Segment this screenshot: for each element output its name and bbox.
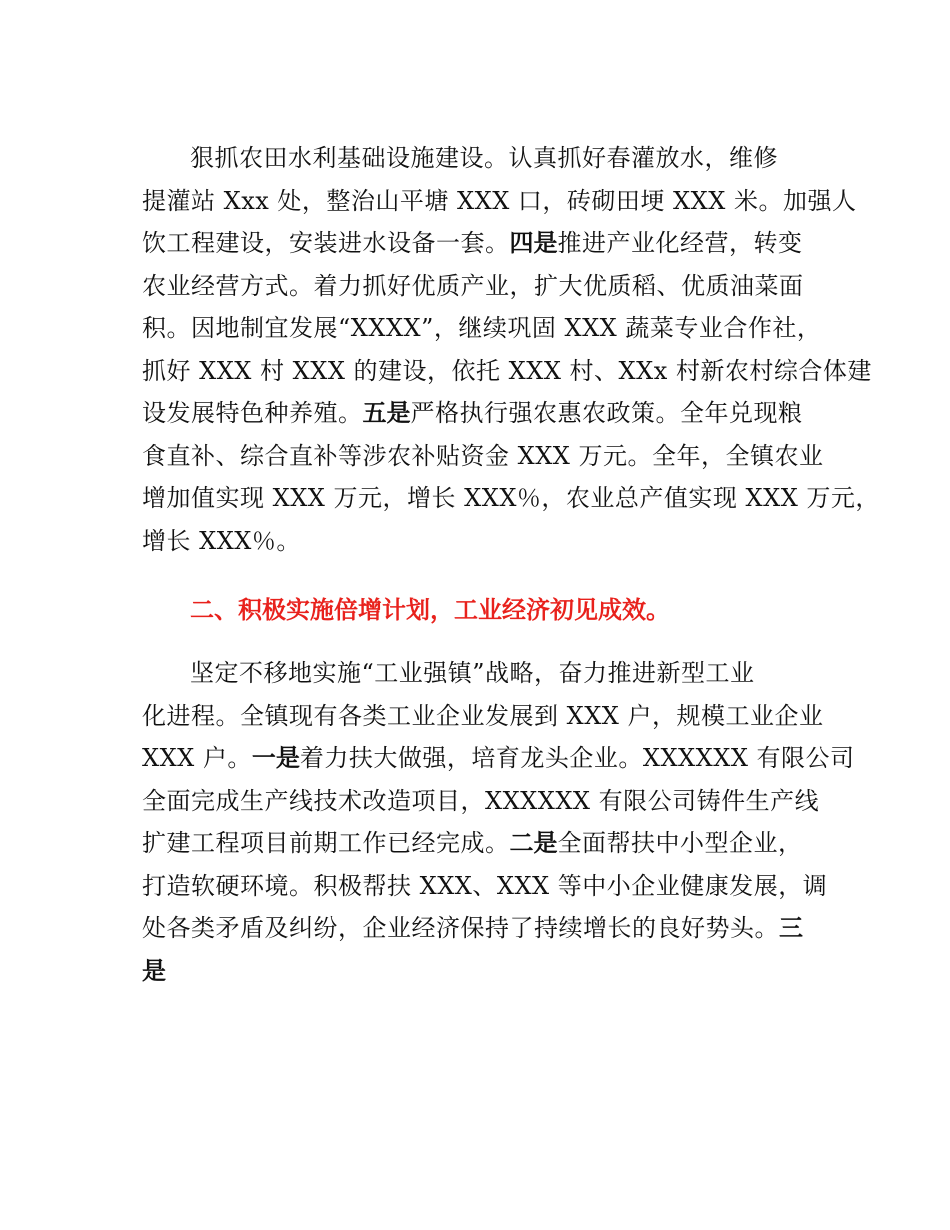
bold-keyword: 四是 bbox=[509, 229, 558, 257]
text-line bbox=[142, 435, 824, 478]
text-segment: 增长 XXX％。 bbox=[142, 526, 301, 555]
text-segment: 食直补、综合直补等涉农补贴资金 XXX 万元。全年，全镇农业 bbox=[142, 441, 824, 470]
section-heading: 二、积极实施倍增计划，工业经济初见成效。 bbox=[190, 596, 670, 624]
text-line bbox=[142, 950, 812, 993]
text-segment: 推进产业化经营，转变 bbox=[557, 229, 803, 257]
text-line bbox=[142, 520, 812, 563]
text-segment: 提灌站 Xxx 处，整治山平塘 XXX 口，砖砌田埂 XXX 米。加强人 bbox=[142, 186, 857, 215]
text-segment: 着力扶大做强，培育龙头企业。XXXXXX 有限公司 bbox=[299, 744, 855, 772]
text-segment: 狠抓农田水利基础设施建设。认真抓好春灌放水，维修 bbox=[190, 144, 778, 172]
text-line bbox=[142, 737, 855, 780]
text-line bbox=[142, 350, 872, 393]
text-segment: 积。因地制宜发展“XXXX”，继续巩固 XXX 蔬菜专业合作社， bbox=[142, 314, 822, 342]
bold-keyword: 一是 bbox=[251, 744, 300, 772]
text-line bbox=[142, 392, 812, 435]
text-line bbox=[142, 907, 812, 950]
bold-keyword: 二是 bbox=[509, 829, 558, 857]
text-segment: 抓好 XXX 村 XXX 的建设，依托 XXX 村、XXx 村新农村综合体建 bbox=[142, 356, 872, 385]
text-segment: 扩建工程项目前期工作已经完成。 bbox=[142, 829, 510, 857]
paragraph-industry bbox=[142, 652, 855, 992]
text-line bbox=[142, 180, 857, 223]
text-line bbox=[142, 865, 828, 908]
text-segment: 严格执行强农惠农政策。全年兑现粮 bbox=[410, 399, 803, 427]
text-segment: XXX 户。 bbox=[142, 744, 252, 772]
text-segment: 处各类矛盾及纠纷，企业经济保持了持续增长的良好势头。 bbox=[142, 914, 779, 942]
text-segment: 全面帮扶中小型企业， bbox=[557, 829, 803, 857]
text-segment: 打造软硬环境。积极帮扶 XXX、XXX 等中小企业健康发展，调 bbox=[142, 871, 828, 900]
text-segment: 化进程。全镇现有各类工业企业发展到 XXX 户，规模工业企业 bbox=[142, 701, 824, 730]
text-segment: 农业经营方式。着力抓好优质产业，扩大优质稻、优质油菜面 bbox=[142, 271, 804, 300]
text-segment: 设发展特色种养殖。 bbox=[142, 399, 363, 427]
text-line bbox=[142, 695, 824, 738]
text-segment: 坚定不移地实施“工业强镇”战略，奋力推进新型工业 bbox=[190, 659, 755, 687]
text-line bbox=[142, 822, 812, 865]
text-segment: 增加值实现 XXX 万元，增长 XXX％，农业总产值实现 XXX 万元， bbox=[142, 484, 880, 512]
bold-keyword: 五是 bbox=[362, 399, 411, 427]
text-line bbox=[142, 652, 812, 695]
text-line bbox=[142, 780, 820, 823]
text-segment: 全面完成生产线技术改造项目，XXXXXX 有限公司铸件生产线 bbox=[142, 786, 820, 815]
bold-keyword: 三 bbox=[779, 914, 803, 942]
text-line bbox=[142, 265, 812, 308]
text-line bbox=[142, 307, 822, 350]
text-line bbox=[142, 137, 812, 180]
text-line bbox=[142, 477, 880, 520]
paragraph-agriculture bbox=[142, 137, 880, 562]
bold-keyword: 是 bbox=[142, 956, 166, 985]
text-segment: 饮工程建设，安装进水设备一套。 bbox=[142, 229, 510, 257]
text-line bbox=[142, 222, 812, 265]
